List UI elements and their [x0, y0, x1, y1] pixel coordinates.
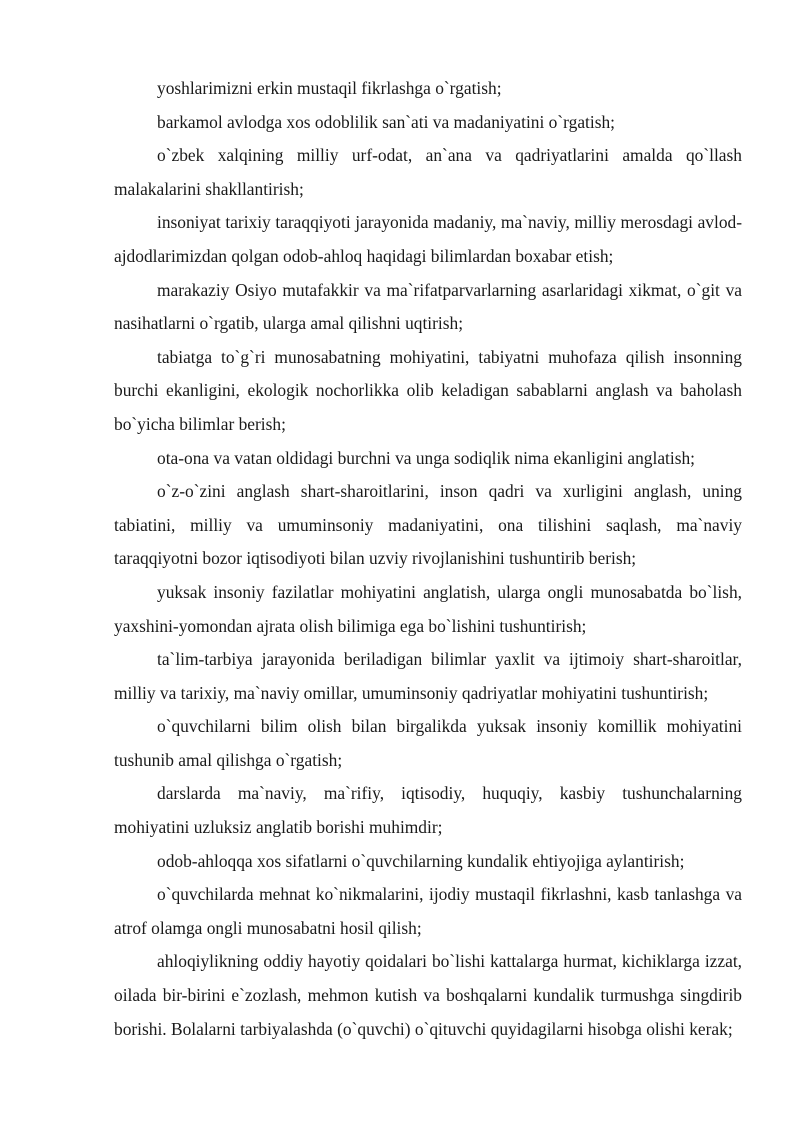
paragraph-12: darslarda ma`naviy, ma`rifiy, iqtisodiy, huquqiy, kasbiy tushunchalarning mohiyatini uzluksiz anglatib borishi muhimdir;: [114, 783, 742, 838]
paragraph-4: insoniyat tarixiy taraqqiyoti jarayonida madaniy, ma`naviy, milliy merosdagi avlod-ajdodlarimizdan qolgan odob-ahloq haqidagi bilimlardan boxabar etish;: [114, 212, 742, 266]
paragraph-11: o`quvchilarni bilim olish bilan birgalikda yuksak insoniy komillik mohiyatini tushunib amal qilishga o`rgatish;: [114, 716, 742, 770]
paragraph-9: yuksak insoniy fazilatlar mohiyatini anglatish, ularga ongli munosabatda bo`lish, yaxshini-yomondan ajrata olish bilimiga ega bo`lishini tushuntirish;: [114, 581, 742, 636]
paragraph-15: ahloqiylikning oddiy hayotiy qoidalari bo`lishi kattalarga hurmat, kichiklarga izzat, oilada bir-birini e`zozlash, mehmon kutish va boshqalarni kundalik turmushga singdirib borishi. Bolalarni tarbiyalashda (o`quvchi) o`qituvchi quyidagilarni hisobga olishi kerak;: [114, 951, 742, 1039]
paragraph-2: barkamol avlodga xos odoblilik san`ati va madaniyatini o`rgatish;: [157, 111, 616, 132]
paragraph-1: yoshlarimizni erkin mustaqil fikrlashga o`rgatish;: [157, 78, 502, 98]
paragraph-10: ta`lim-tarbiya jarayonida beriladigan bilimlar yaxlit va ijtimoiy shart-sharoitlar, milliy va tarixiy, ma`naviy omillar, umuminsoniy qadriyatlar mohiyatini tushuntirish;: [114, 649, 742, 703]
paragraph-3: o`zbek xalqining milliy urf-odat, an`ana va qadriyatlarini amalda qo`llash malakalarini shakllantirish;: [114, 145, 742, 199]
paragraph-6: tabiatga to`g`ri munosabatning mohiyatini, tabiyatni muhofaza qilish insonning burchi ekanligini, ekologik nochorlikka olib keladigan sabablarni anglash va baholash bo`yicha bilimlar berish;: [114, 346, 742, 434]
paragraph-8: o`z-o`zini anglash shart-sharoitlarini, inson qadri va xurligini anglash, uning tabiatini, milliy va umuminsoniy madaniyatini, ona tilishini saqlash, ma`naviy taraqqiyotni bozor iqtisodiyoti bilan uzviy rivojlanishini tushuntirib berish;: [114, 481, 742, 569]
paragraph-5: marakaziy Osiyo mutafakkir va ma`rifatparvarlarning asarlaridagi xikmat, o`git va nasihatlarni o`rgatib, ularga amal qilishni uqtirish;: [114, 279, 742, 334]
paragraph-14: o`quvchilarda mehnat ko`nikmalarini, ijodiy mustaqil fikrlashni, kasb tanlashga va atrof olamga ongli munosabatni hosil qilish;: [114, 884, 742, 938]
paragraph-7: ota-ona va vatan oldidagi burchni va unga sodiqlik nima ekanligini anglatish;: [157, 447, 696, 468]
paragraph-13: odob-ahloqqa xos sifatlarni o`quvchilarning kundalik ehtiyojiga aylantirish;: [157, 850, 685, 871]
document-body: [114, 72, 742, 1046]
